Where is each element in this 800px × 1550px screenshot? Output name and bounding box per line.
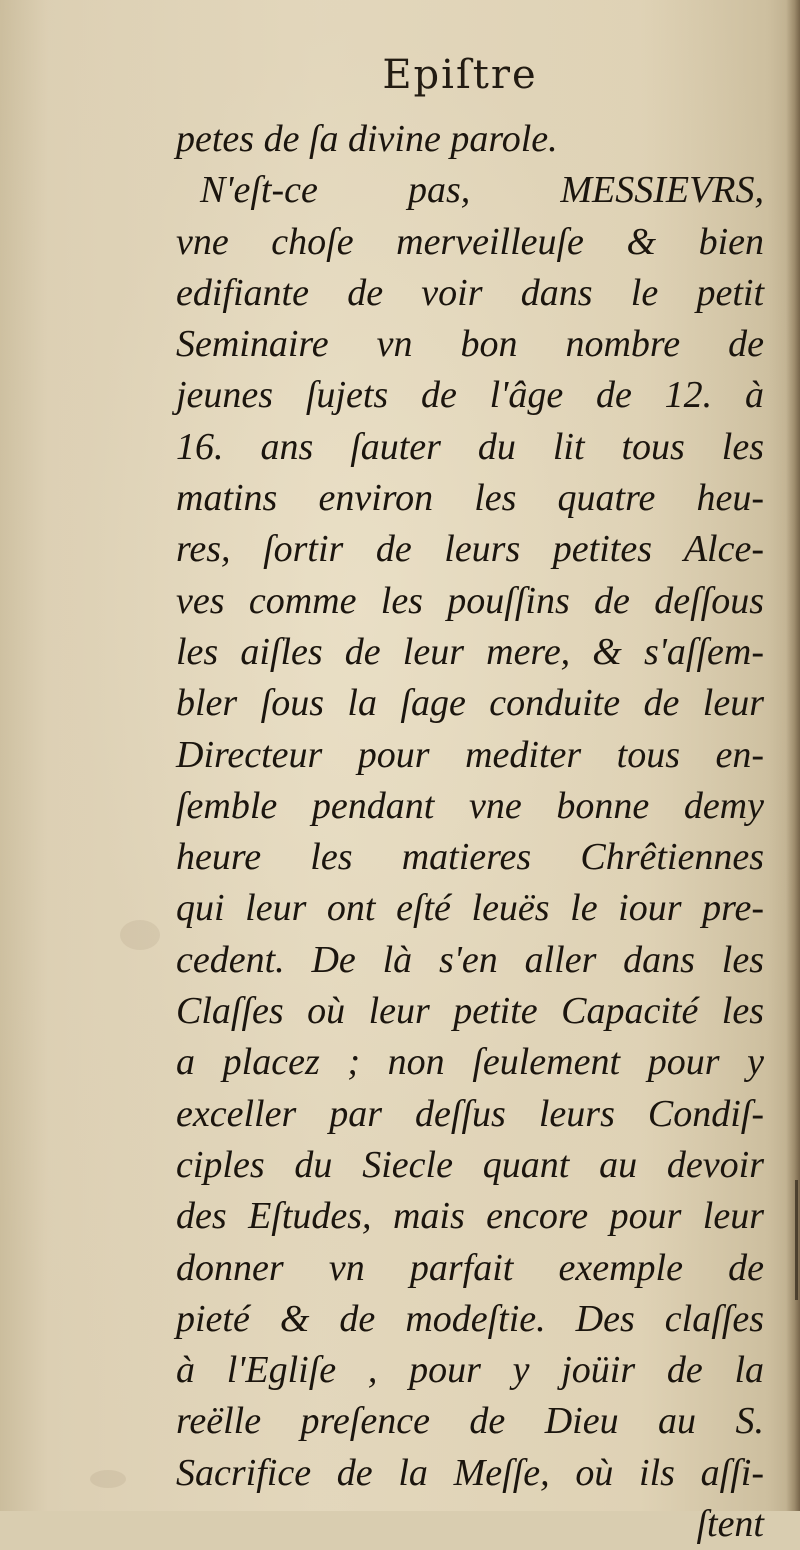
- text-line: Directeur pour mediter tous en-: [176, 733, 764, 776]
- text-line: bler ſous la ſage conduite de leur: [176, 682, 764, 725]
- text-line: N'eſt-ce pas, MESSIEVRS,: [200, 169, 764, 212]
- text-line: ſemble pendant vne bonne demy: [176, 784, 764, 827]
- text-line: jeunes ſujets de l'âge de 12. à: [176, 374, 764, 417]
- text-line: res, ſortir de leurs petites Alce-: [176, 528, 764, 571]
- text-line: pieté & de modeſtie. Des claſſes: [176, 1297, 764, 1340]
- text-line: Seminaire vn bon nombre de: [176, 323, 764, 366]
- text-line: ves comme les pouſſins de deſſous: [176, 579, 764, 622]
- page-fold-mark: [795, 1180, 798, 1300]
- running-head-text: Epiſtre: [382, 52, 538, 98]
- text-line: ſtent: [696, 1503, 764, 1546]
- text-line: petes de ſa divine parole.: [176, 118, 558, 160]
- text-line: exceller par deſſus leurs Condiſ-: [176, 1092, 764, 1135]
- body-text: [176, 114, 764, 1550]
- text-line: a placez ; non ſeulement pour y: [176, 1041, 764, 1084]
- text-line: matins environ les quatre heu-: [176, 477, 764, 520]
- text-line: à l'Egliſe , pour y joüir de la: [176, 1349, 764, 1392]
- text-line: reëlle preſence de Dieu au S.: [176, 1400, 764, 1443]
- text-line: cedent. De là s'en aller dans les: [176, 938, 764, 981]
- text-line: 16. ans ſauter du lit tous les: [176, 425, 764, 468]
- paper-stain: [120, 920, 160, 950]
- text-line: ciples du Siecle quant au devoir: [176, 1143, 764, 1186]
- text-line: des Eſtudes, mais encore pour leur: [176, 1195, 764, 1238]
- text-line: edifiante de voir dans le petit: [176, 271, 764, 314]
- text-line: vne choſe merveilleuſe & bien: [176, 220, 764, 263]
- text-line: Sacrifice de la Meſſe, où ils aſſi-: [176, 1451, 764, 1494]
- text-line: donner vn parfait exemple de: [176, 1246, 764, 1289]
- text-line: heure les matieres Chrêtiennes: [176, 836, 764, 879]
- running-head: [0, 52, 800, 98]
- text-line: qui leur ont eſté leuës le iour pre-: [176, 887, 764, 930]
- paper-stain: [90, 1470, 126, 1488]
- text-line: Claſſes où leur petite Capacité les: [176, 990, 764, 1033]
- text-line: les aiſles de leur mere, & s'aſſem-: [176, 630, 764, 673]
